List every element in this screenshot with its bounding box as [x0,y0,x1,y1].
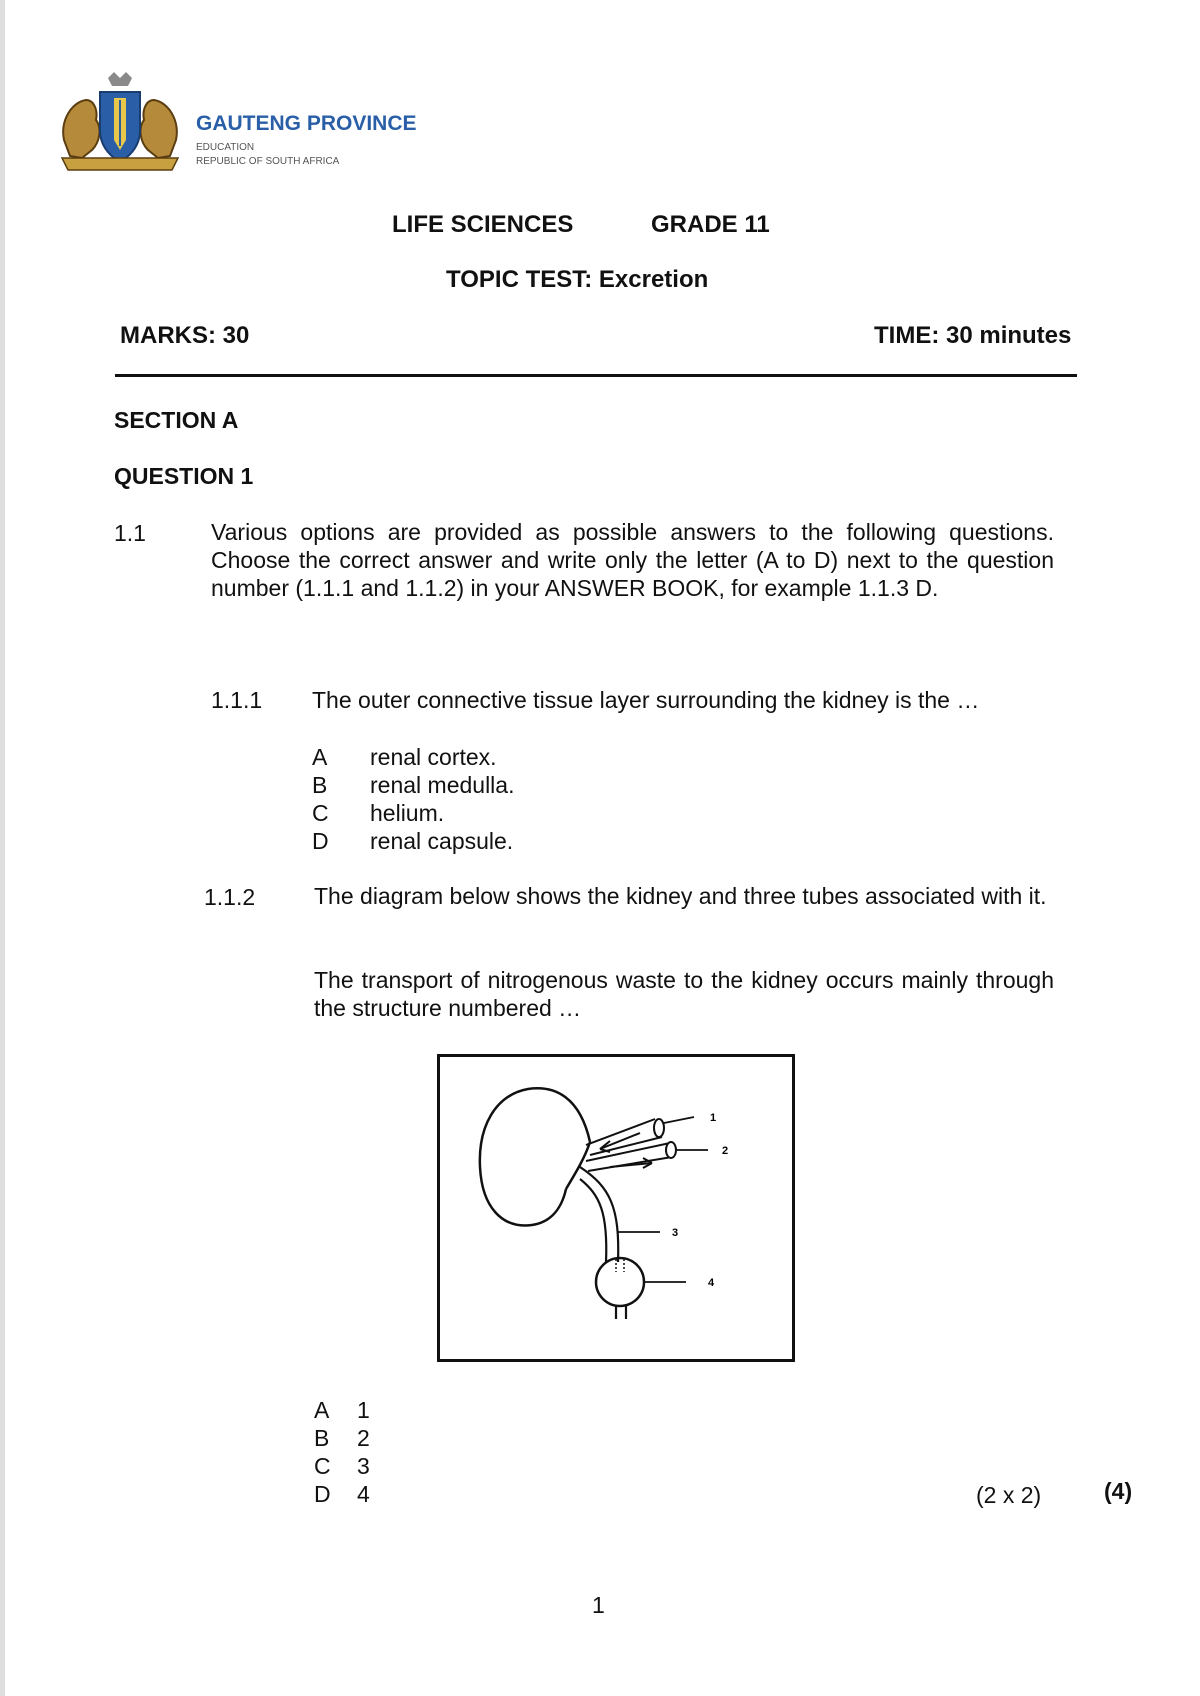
svg-text:EDUCATION: EDUCATION [196,142,255,153]
option-letter: D [314,1481,331,1507]
option-c-2 [314,1452,370,1480]
kidney-diagram [437,1054,795,1362]
option-text: helium. [370,800,445,826]
option-a [312,743,497,771]
option-text: 2 [357,1425,370,1451]
page-edge [0,0,5,1696]
subject-title: LIFE SCIENCES [392,211,574,238]
marks-label: MARKS: 30 [120,322,250,349]
q1-1-1-stem: The outer connective tissue layer surrounding the kidney is the … [312,687,980,713]
q1-1-1-number: 1.1.1 [211,687,263,713]
option-text: 1 [357,1397,370,1423]
coat-of-arms-icon [56,70,426,180]
q1-1-2-number: 1.1.2 [204,884,256,910]
diagram-label-3: 3 [672,1227,679,1239]
option-letter: B [314,1425,330,1451]
time-label: TIME: 30 minutes [874,322,1072,349]
page-number: 1 [592,1592,605,1618]
topic-title: TOPIC TEST: Excretion [446,266,709,293]
option-letter: D [312,828,329,854]
question-heading: QUESTION 1 [114,463,254,489]
header-divider [115,374,1077,377]
svg-text:GAUTENG PROVINCE: GAUTENG PROVINCE [196,112,417,135]
option-text: renal cortex. [370,744,497,770]
option-b-2 [314,1424,370,1452]
option-a-2 [314,1396,370,1424]
diagram-label-1: 1 [710,1112,717,1124]
marks-total: (4) [1104,1478,1133,1504]
q1-1-2-stem1: The diagram below shows the kidney and three tubes associated with it. [314,883,1047,909]
diagram-label-2: 2 [722,1145,729,1157]
option-text: renal medulla. [370,772,515,798]
option-text: 4 [357,1481,370,1507]
kidney-diagram-svg [440,1057,792,1359]
svg-text:REPUBLIC OF SOUTH AFRICA: REPUBLIC OF SOUTH AFRICA [196,156,340,167]
q1-1-2-stem2: The transport of nitrogenous waste to the kidney occurs mainly through the structure numbered … [314,967,1054,1021]
option-letter: B [312,772,328,798]
q1-1-instruction: Various options are provided as possible answers to the following questions. Choose the correct answer and write only the letter (A to D) next to the question number (1.1.1 and 1.1.2) in your ANSWER BOOK, for example 1.1.3 D. [211,519,1054,601]
option-text: 3 [357,1453,370,1479]
marks-calculation: (2 x 2) [976,1482,1042,1508]
option-letter: A [314,1397,330,1423]
section-heading: SECTION A [114,407,239,433]
grade-title: GRADE 11 [651,211,770,238]
q1-1-number: 1.1 [114,520,146,546]
option-letter: A [312,744,328,770]
option-text: renal capsule. [370,828,514,854]
diagram-label-4: 4 [708,1277,715,1289]
gauteng-logo [56,70,426,185]
option-c [312,799,444,827]
option-b [312,771,514,799]
option-d [312,827,513,855]
option-letter: C [314,1453,331,1479]
option-d-2 [314,1480,370,1508]
option-letter: C [312,800,329,826]
